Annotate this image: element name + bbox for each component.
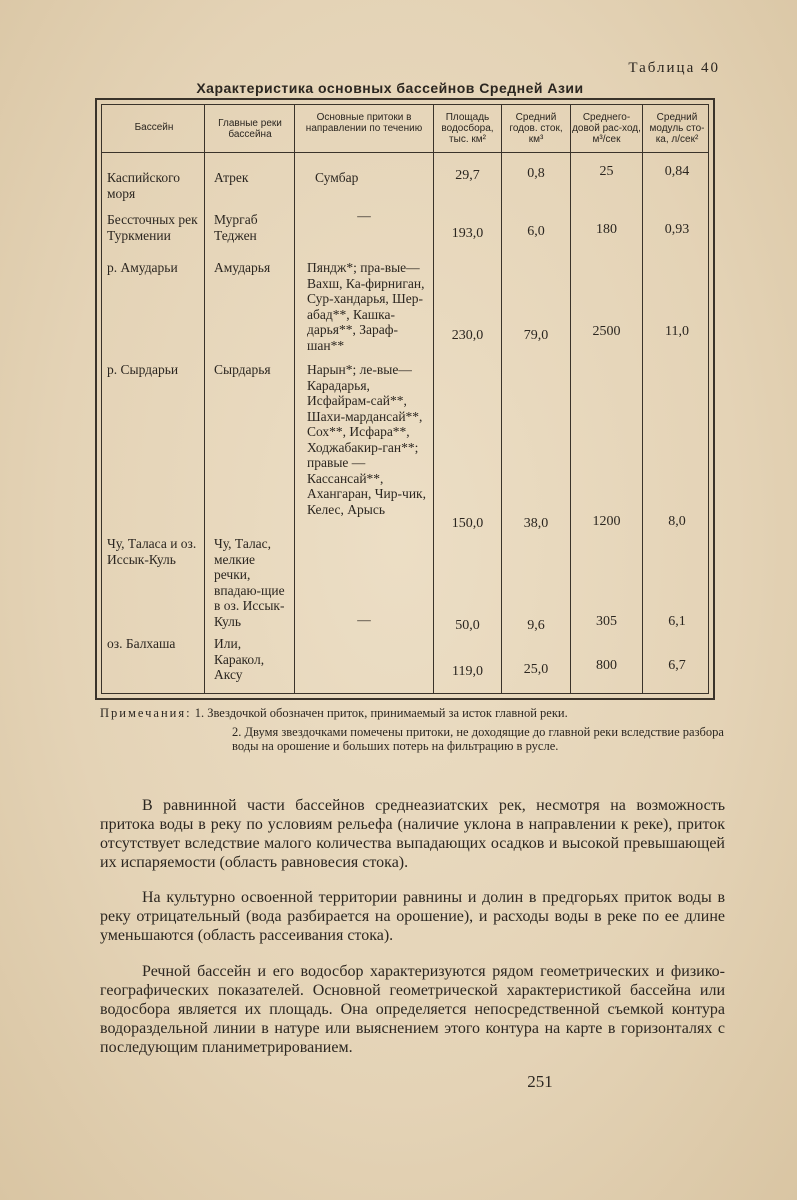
header-discharge: Среднего-довой рас-ход, м³/сек	[572, 112, 641, 145]
paragraph-1: В равнинной части бассейнов среднеазиатских рек, несмотря на возможность притока воды в реку по условиям рельефа (наличие уклона в направлении к реке), приток отсутствует вследствие малого количества выпадающих осадков и высокой превышающей их испаряемости (область равновесия стока).	[100, 797, 725, 871]
row-amudarya-area: 230,0	[451, 328, 484, 343]
header-area: Площадь водосбора, тыс. км²	[441, 112, 494, 145]
header-tributaries: Основные притоки в направлении по течению	[305, 112, 423, 134]
column-divider	[570, 104, 571, 694]
row-balkhash-rivers: Или, Каракол, Аксу	[214, 636, 265, 682]
row-amudarya-modulus: 11,0	[665, 324, 689, 339]
row-balkhash-modulus: 6,7	[668, 658, 686, 673]
row-syrdarya-discharge: 1200	[592, 514, 621, 529]
table-notes	[100, 706, 725, 754]
row-balkhash-basin: оз. Балхаша	[107, 636, 176, 651]
row-amudarya-runoff: 79,0	[523, 328, 549, 343]
note-1	[100, 706, 725, 721]
header-modulus: Средний модуль сто-ка, л/сек²	[649, 112, 705, 145]
column-divider	[433, 104, 434, 694]
notes-label: Примечания:	[100, 706, 192, 720]
paragraph-2: На культурно освоенной территории равнины и долин в предгорьях приток воды в реку отрицательный (вода разбирается на орошение), и расходы воды в реке по ее длине уменьшаются (область рассеивания стока).	[100, 889, 725, 944]
table-title: Характеристика основных бассейнов Средней Азии	[196, 80, 584, 96]
row-syrdarya-rivers: Сырдарья	[214, 362, 271, 377]
paragraph-3: Речной бассейн и его водосбор характеризуются рядом геометрических и физико-географических показателей. Основной геометрической характеристикой бассейна или водосбора является их площадь. Она определяется непосредственной съемкой контура водораздельной линии в натуре или выяснением этого контура на карте в горизонталях с последующим планиметрированием.	[100, 963, 725, 1056]
basins-table	[95, 98, 715, 700]
row-amudarya-rivers: Амударья	[214, 260, 271, 275]
row-amudarya-basin: р. Амударьи	[107, 260, 178, 275]
row-amudarya-discharge: 2500	[592, 324, 621, 339]
row-balkhash-runoff: 25,0	[523, 662, 549, 677]
note-2	[100, 725, 725, 754]
row-caspian-runoff: 0,8	[527, 166, 545, 181]
row-caspian-modulus: 0,84	[664, 164, 690, 179]
row-turkmen-runoff: 6,0	[527, 224, 545, 239]
row-chu-rivers: Чу, Талас, мелкие речки, впадаю-щие в оз. Иссык-Куль	[214, 536, 285, 629]
row-balkhash-discharge: 800	[596, 658, 617, 673]
row-turkmen-basin: Бессточных рек Туркмении	[107, 212, 198, 243]
row-chu-runoff: 9,6	[527, 618, 545, 633]
row-amudarya-tributaries: Пяндж*; пра-вые—Вахш, Ка-фирниган, Сур-хандарья, Шер-абад**, Кашка-дарья**, Зараф-шан**	[307, 260, 425, 353]
row-turkmen-tributaries: —	[357, 208, 371, 223]
header-basin: Бассейн	[134, 122, 174, 133]
column-divider	[642, 104, 643, 694]
header-main-rivers: Главные реки бассейна	[218, 118, 282, 140]
row-caspian-discharge: 25	[599, 164, 614, 179]
header-runoff: Средний годов. сток, км³	[509, 112, 563, 145]
row-turkmen-rivers: Мургаб Теджен	[214, 212, 258, 243]
row-turkmen-area: 193,0	[451, 226, 484, 241]
row-syrdarya-area: 150,0	[451, 516, 484, 531]
row-syrdarya-modulus: 8,0	[668, 514, 686, 529]
row-turkmen-discharge: 180	[596, 222, 617, 237]
row-chu-area: 50,0	[455, 618, 480, 633]
row-balkhash-area: 119,0	[452, 664, 483, 679]
row-caspian-area: 29,7	[455, 168, 480, 183]
row-caspian-tributaries: Сумбар	[315, 170, 359, 185]
row-chu-modulus: 6,1	[668, 614, 686, 629]
row-chu-tributaries: —	[357, 612, 371, 627]
table-number: Таблица 40	[628, 60, 720, 76]
note-1-text: 1. Звездочкой обозначен приток, принимаемый за исток главной реки.	[194, 706, 568, 720]
header-divider	[101, 152, 709, 153]
page-number: 251	[527, 1072, 553, 1091]
row-syrdarya-basin: р. Сырдарьи	[107, 362, 179, 377]
row-turkmen-modulus: 0,93	[664, 222, 690, 237]
row-chu-discharge: 305	[596, 614, 617, 629]
note-2-text: 2. Двумя звездочками помечены притоки, не доходящие до главной реки вследствие разбора воды на орошение и больших потерь на фильтрацию в русле.	[232, 724, 724, 753]
column-divider	[294, 104, 295, 694]
column-divider	[501, 104, 502, 694]
row-syrdarya-runoff: 38,0	[523, 516, 549, 531]
row-caspian-basin: Каспийского моря	[107, 170, 181, 201]
row-caspian-rivers: Атрек	[214, 170, 249, 185]
column-divider	[204, 104, 205, 694]
row-chu-basin: Чу, Таласа и оз. Иссык-Куль	[107, 536, 197, 567]
row-syrdarya-tributaries: Нарын*; ле-вые—Карадарья, Исфайрам-сай**, Шахи-мардансай**, Сох**, Исфара**, Ходжабакир-ган**; правые — Кассансай**, Ахангаран, Чир-чик, Келес, Арысь	[307, 362, 426, 517]
